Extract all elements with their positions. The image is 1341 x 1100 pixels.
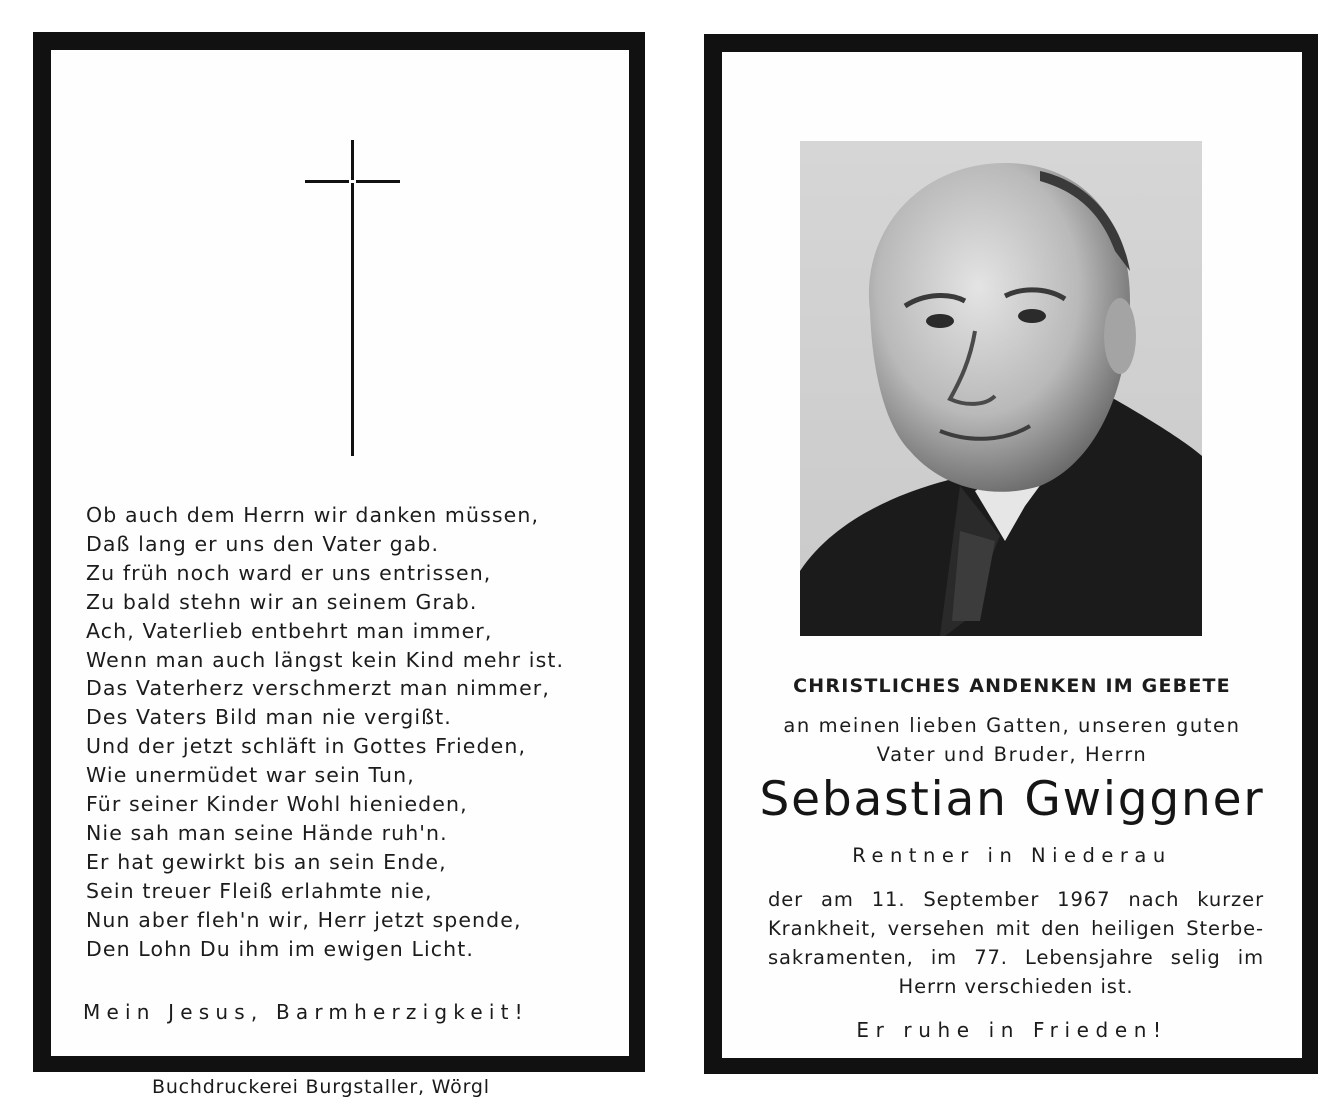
poem-line: Ob auch dem Herrn wir danken müssen,: [86, 503, 540, 527]
poem-line: Das Vaterherz verschmerzt man nimmer,: [86, 676, 550, 701]
poem-line: Des Vaters Bild man nie vergißt.: [86, 705, 452, 730]
poem-line: Den Lohn Du ihm im ewigen Licht.: [86, 936, 475, 961]
poem-line: Daß lang er uns den Vater gab.: [86, 531, 440, 556]
poem-line: Ach, Vaterlieb entbehrt man immer,: [86, 618, 493, 643]
notice-line: der am 11. September 1967 nach kurzer: [768, 888, 1264, 911]
notice-line: Herrn verschieden ist.: [898, 975, 1134, 998]
notice-line: Krankheit, versehen mit den heiligen Sterbe-: [768, 917, 1264, 940]
rest-in-peace: Er ruhe in Frieden!: [856, 1018, 1168, 1042]
notice-line: sakramenten, im 77. Lebensjahre selig im: [768, 946, 1264, 969]
memorial-card-right: [704, 34, 1318, 1074]
poem-line: Wie unermüdet war sein Tun,: [86, 763, 415, 788]
poem-line: Nie sah man seine Hände ruh'n.: [86, 820, 448, 845]
printer-imprint: Buchdruckerei Burgstaller, Wörgl: [152, 1076, 490, 1098]
prayer-closing: Mein Jesus, Barmherzigkeit!: [83, 1000, 529, 1024]
poem-line: Für seiner Kinder Wohl hienieden,: [86, 792, 468, 817]
deceased-occupation: Rentner in Niederau: [852, 844, 1172, 867]
cross-icon-vertical: [351, 140, 354, 456]
deceased-name: Sebastian Gwiggner: [759, 772, 1265, 827]
death-notice-text: [768, 885, 1264, 1001]
poem-line: Sein treuer Fleiß erlahmte nie,: [86, 878, 433, 903]
poem-line: Er hat gewirkt bis an sein Ende,: [86, 849, 447, 874]
memorial-heading: CHRISTLICHES ANDENKEN IM GEBETE: [793, 675, 1231, 697]
poem-line: Zu bald stehn wir an seinem Grab.: [86, 589, 478, 614]
poem-line: Nun aber fleh'n wir, Herr jetzt spende,: [86, 907, 522, 932]
poem-line: Zu früh noch ward er uns entrissen,: [86, 560, 492, 585]
intro-line: an meinen lieben Gatten, unseren guten: [783, 714, 1241, 737]
intro-line: Vater und Bruder, Herrn: [876, 743, 1148, 766]
poem-line: Und der jetzt schläft in Gottes Frieden,: [86, 734, 527, 759]
memorial-card-left: [33, 32, 645, 1072]
memorial-poem: [86, 501, 564, 964]
poem-line: Wenn man auch längst kein Kind mehr ist.: [86, 647, 565, 672]
portrait-photo: [800, 141, 1202, 636]
